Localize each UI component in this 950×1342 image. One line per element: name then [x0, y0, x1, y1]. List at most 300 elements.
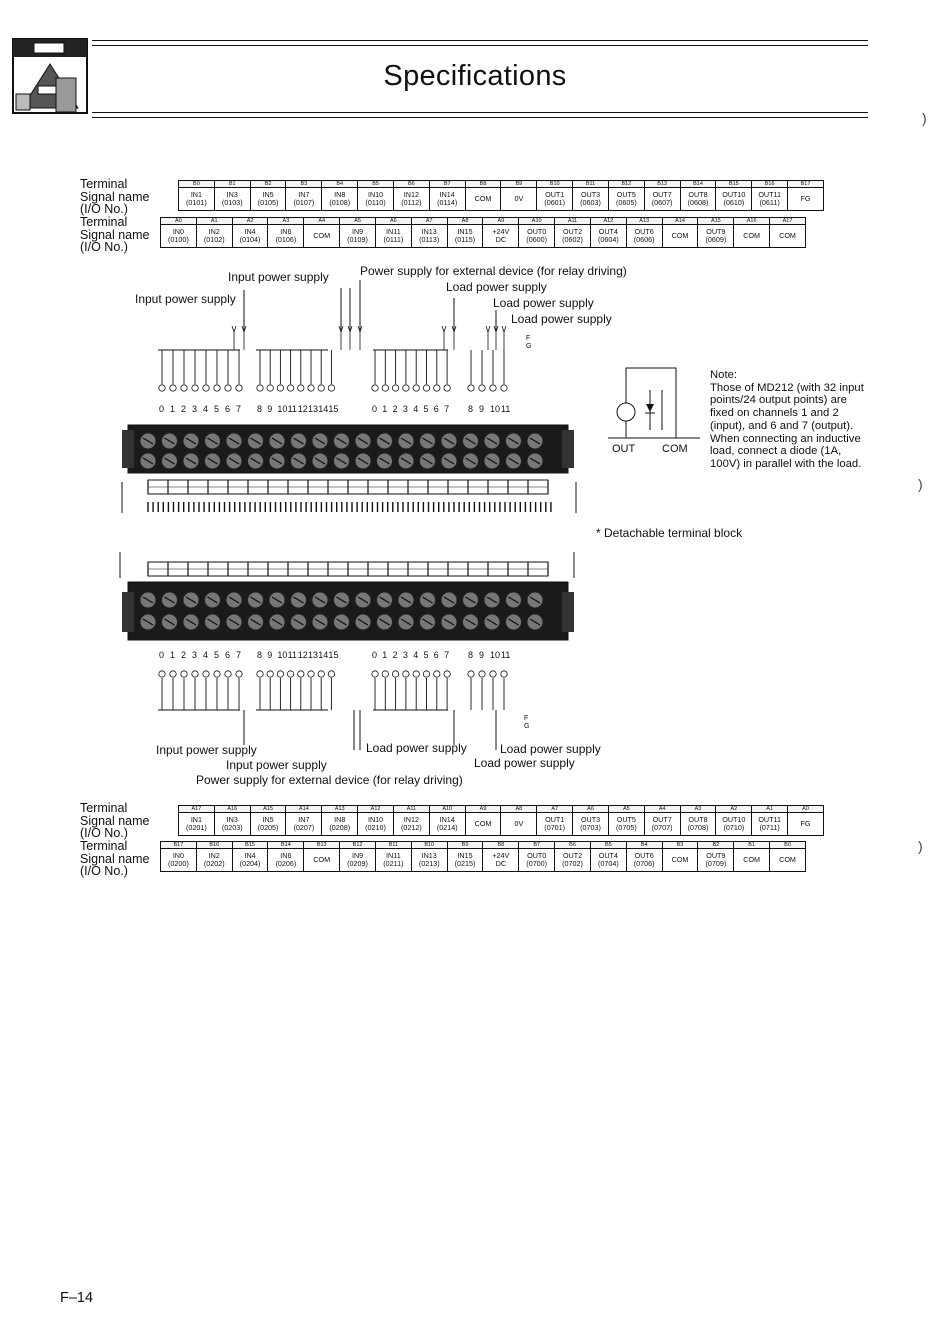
channel-number: 0 — [159, 650, 165, 660]
io-number: (0100) — [168, 235, 189, 244]
signal-cell — [268, 225, 304, 248]
wire-terminal — [318, 671, 324, 677]
signal-name: FG — [800, 819, 811, 828]
header-rule-bottom — [92, 112, 868, 113]
io-number: (0214) — [436, 823, 458, 832]
wire-terminal — [298, 671, 304, 677]
signal-name: IN3 — [226, 190, 238, 199]
wire-terminal — [170, 671, 176, 677]
io-number: (0709) — [705, 859, 727, 868]
signal-cell — [752, 188, 788, 211]
channel-number: 5 — [214, 650, 220, 660]
terminal-id: A11 — [555, 218, 591, 225]
signal-name: IN7 — [298, 190, 310, 199]
signal-name: COM — [474, 819, 492, 828]
io-number: (0604) — [597, 235, 619, 244]
terminal-id: A13 — [322, 806, 358, 813]
signal-cell — [250, 188, 286, 211]
channel-number: 11 — [287, 650, 297, 660]
terminal-id: B5 — [590, 842, 626, 849]
signal-cell — [161, 849, 197, 872]
signal-name: OUT7 — [652, 190, 672, 199]
channel-number: 3 — [192, 650, 198, 660]
terminal-id: A16 — [214, 806, 250, 813]
terminal-id: B17 — [161, 842, 197, 849]
signal-cell — [411, 849, 447, 872]
signal-cell — [196, 225, 232, 248]
io-number: (0608) — [687, 198, 709, 207]
terminal-id: A3 — [268, 218, 304, 225]
terminal-id: A5 — [340, 218, 376, 225]
io-number: (0710) — [723, 823, 745, 832]
signal-cell — [644, 188, 680, 211]
note-text: Those of MD212 (with 32 input points/24 output points) are fixed on channels 1 and 2 (input), and 6 and 7 (output). When connecting an inductive load, connect a diode (1A, 100V) in parallel with the load. — [710, 381, 864, 470]
channel-number: 4 — [203, 404, 209, 414]
signal-name: COM — [671, 855, 689, 864]
terminal-id: A11 — [393, 806, 429, 813]
page-title: Specifications — [383, 60, 567, 92]
signal-cell — [447, 849, 483, 872]
upper-label-signal: Signal name — [80, 190, 150, 204]
signal-cell — [393, 813, 429, 836]
wire-terminal — [413, 385, 419, 391]
signal-cell — [429, 188, 465, 211]
channel-number: 14 — [318, 650, 329, 660]
signal-name: OUT6 — [634, 227, 654, 236]
signal-cell — [644, 813, 680, 836]
upper-input-ps-2: Input power supply — [135, 292, 236, 306]
channel-number: 1 — [170, 650, 176, 660]
signal-name: IN12 — [403, 815, 419, 824]
channel-number: 0 — [372, 404, 378, 414]
terminal-id: A12 — [590, 218, 626, 225]
channel-number: 8 — [257, 650, 263, 660]
channel-number: 0 — [159, 404, 165, 414]
io-number: DC — [495, 235, 507, 244]
signal-name: IN9 — [351, 851, 364, 860]
signal-name: IN8 — [334, 815, 346, 824]
io-number: (0210) — [365, 823, 386, 832]
signal-cell — [375, 225, 411, 248]
signal-name: IN3 — [226, 815, 238, 824]
io-number: (0206) — [275, 859, 297, 868]
channel-number: 0 — [372, 650, 378, 660]
io-number: (0711) — [759, 823, 780, 832]
io-number: (0113) — [419, 235, 440, 244]
header-rule-bottom-2 — [92, 117, 868, 118]
diode-circuit-diagram — [600, 360, 710, 460]
signal-cell — [573, 813, 609, 836]
io-number: (0603) — [580, 198, 601, 207]
detachable-caption: * Detachable terminal block — [596, 526, 743, 540]
io-number: (0601) — [544, 198, 566, 207]
wire-terminal — [318, 385, 324, 391]
io-number: (0101) — [186, 198, 207, 207]
terminal-id: B1 — [734, 842, 770, 849]
channel-number: 15 — [328, 404, 339, 414]
signal-cell — [555, 849, 591, 872]
signal-name: IN7 — [298, 815, 310, 824]
wire-terminal — [170, 385, 176, 391]
wire-terminal — [192, 385, 198, 391]
svg-text:G: G — [524, 723, 530, 730]
io-number: (0204) — [239, 859, 261, 868]
signal-name: OUT8 — [688, 815, 708, 824]
signal-name: OUT3 — [580, 190, 601, 199]
upper-terminal-block-diagram — [118, 270, 588, 525]
channel-number: 6 — [433, 404, 439, 414]
terminal-id: A10 — [519, 218, 555, 225]
signal-name: IN6 — [280, 227, 292, 236]
wire-terminal — [267, 671, 273, 677]
channel-number: 9 — [479, 404, 485, 414]
wire-terminal — [192, 671, 198, 677]
wire-terminal — [413, 671, 419, 677]
signal-name: OUT10 — [722, 815, 746, 824]
signal-cell — [465, 188, 501, 211]
io-number: (0114) — [437, 198, 458, 207]
channel-number: 11 — [501, 404, 511, 414]
upper-label-signal-2: Signal name — [80, 228, 150, 242]
terminal-id: B7 — [519, 842, 555, 849]
lower-terminal-row-a — [178, 805, 824, 836]
signal-cell — [232, 849, 268, 872]
upper-input-ps-1: Input power supply — [228, 270, 329, 284]
signal-cell — [734, 225, 770, 248]
channel-number: 7 — [444, 404, 450, 414]
lower-input-ps-1: Input power supply — [156, 743, 257, 757]
signal-name: IN5 — [262, 815, 274, 824]
signal-cell — [340, 225, 376, 248]
signal-cell — [161, 225, 197, 248]
signal-cell — [608, 188, 644, 211]
signal-cell — [304, 225, 340, 248]
lower-load-ps-2: Load power supply — [500, 742, 601, 756]
wire-terminal — [159, 671, 165, 677]
terminal-id: B13 — [644, 181, 680, 188]
wire-terminal — [181, 385, 187, 391]
wire-terminal — [225, 671, 231, 677]
signal-cell — [537, 188, 573, 211]
terminal-id: B10 — [411, 842, 447, 849]
signal-cell — [340, 849, 376, 872]
note-heading: Note: — [710, 369, 738, 381]
wire-terminal — [308, 671, 314, 677]
signal-cell — [179, 188, 215, 211]
signal-name: OUT9 — [706, 851, 726, 860]
channel-number: 1 — [382, 404, 388, 414]
upper-label-io-2: (I/O No.) — [80, 240, 128, 254]
signal-cell — [501, 813, 537, 836]
channel-number: 9 — [479, 650, 485, 660]
lower-ext-ps: Power supply for external device (for relay driving) — [196, 773, 463, 787]
terminal-id: B6 — [555, 842, 591, 849]
channel-number: 3 — [402, 404, 408, 414]
channel-number: 1 — [170, 404, 176, 414]
wire-terminal — [382, 671, 388, 677]
channel-number: 4 — [413, 404, 419, 414]
terminal-id: B3 — [662, 842, 698, 849]
terminal-id: A6 — [573, 806, 609, 813]
signal-cell — [322, 813, 358, 836]
channel-number: 2 — [392, 404, 398, 414]
io-number: (0703) — [580, 823, 601, 832]
wire-terminal — [468, 671, 474, 677]
signal-cell — [286, 188, 322, 211]
diode-com-label: COM — [662, 443, 688, 455]
signal-cell — [501, 188, 537, 211]
io-number: (0115) — [454, 235, 476, 244]
signal-cell — [788, 188, 824, 211]
terminal-id: A7 — [537, 806, 573, 813]
io-number: (0108) — [329, 198, 351, 207]
signal-name: COM — [779, 231, 796, 240]
channel-number: 10 — [490, 404, 501, 414]
io-number: (0109) — [347, 235, 368, 244]
io-number: (0707) — [651, 823, 673, 832]
signal-cell — [322, 188, 358, 211]
terminal-id: B3 — [286, 181, 322, 188]
signal-name: OUT2 — [562, 851, 583, 860]
lower-terminal-row-b — [160, 841, 806, 872]
channel-number: 3 — [402, 650, 408, 660]
signal-cell — [716, 813, 752, 836]
terminal-id: B2 — [250, 181, 286, 188]
signal-name: OUT2 — [562, 227, 583, 236]
lower-label-signal: Signal name — [80, 814, 150, 828]
signal-name: COM — [779, 855, 796, 864]
channel-number: 7 — [236, 404, 242, 414]
signal-cell — [590, 849, 626, 872]
signal-name: IN10 — [367, 190, 384, 199]
signal-cell — [232, 225, 268, 248]
io-number: (0208) — [329, 823, 351, 832]
wire-terminal — [328, 385, 334, 391]
lower-label-terminal-2: Terminal — [80, 839, 128, 853]
signal-name: IN13 — [421, 851, 437, 860]
terminal-id: A9 — [483, 218, 519, 225]
io-number: (0702) — [562, 859, 583, 868]
signal-cell — [304, 849, 340, 872]
wire-terminal — [403, 671, 409, 677]
signal-name: OUT11 — [758, 815, 781, 824]
signal-name: OUT1 — [545, 815, 565, 824]
wire-terminal — [236, 385, 242, 391]
signal-name: IN1 — [190, 190, 202, 199]
io-number: (0600) — [526, 235, 548, 244]
upper-label-terminal-2: Terminal — [80, 215, 128, 229]
note-block — [710, 369, 870, 471]
signal-name: IN10 — [367, 815, 384, 824]
io-number: (0602) — [562, 235, 583, 244]
terminal-id: B11 — [375, 842, 411, 849]
channel-number: 6 — [433, 650, 439, 660]
wire-terminal — [501, 671, 507, 677]
signal-name: OUT8 — [688, 190, 708, 199]
wire-terminal — [214, 385, 220, 391]
wire-terminal — [257, 385, 263, 391]
terminal-id: A15 — [250, 806, 286, 813]
signal-cell — [788, 813, 824, 836]
signal-cell — [179, 813, 215, 836]
signal-name: OUT7 — [652, 815, 672, 824]
channel-number: 2 — [181, 404, 187, 414]
signal-cell — [626, 225, 662, 248]
margin-mark-1: ) — [918, 476, 923, 492]
svg-text:G: G — [526, 343, 532, 350]
terminal-id: A0 — [788, 806, 824, 813]
wire-terminal — [392, 385, 398, 391]
signal-name: IN9 — [351, 227, 364, 236]
lower-label-io: (I/O No.) — [80, 826, 128, 840]
wire-terminal — [501, 385, 507, 391]
wire-terminal — [203, 671, 209, 677]
terminal-id: B9 — [501, 181, 537, 188]
lower-label-io-2: (I/O No.) — [80, 864, 128, 878]
io-number: (0205) — [257, 823, 279, 832]
channel-number: 8 — [257, 404, 263, 414]
margin-mark-3: ) — [922, 110, 927, 126]
io-number: (0107) — [293, 198, 315, 207]
wire-terminal — [236, 671, 242, 677]
signal-name: IN1 — [190, 815, 202, 824]
signal-cell — [286, 813, 322, 836]
wire-terminal — [372, 671, 378, 677]
upper-load-ps-2: Load power supply — [493, 296, 594, 310]
wire-terminal — [308, 385, 314, 391]
channel-number: 6 — [225, 650, 231, 660]
signal-name: +24V — [492, 851, 510, 860]
signal-name: IN2 — [208, 227, 220, 236]
terminal-id: B11 — [573, 181, 609, 188]
io-number: DC — [495, 859, 507, 868]
signal-name: OUT4 — [598, 227, 618, 236]
signal-name: OUT10 — [722, 190, 746, 199]
terminal-id: B2 — [698, 842, 734, 849]
signal-name: IN15 — [457, 851, 473, 860]
signal-name: IN11 — [386, 851, 401, 860]
terminal-id: A17 — [179, 806, 215, 813]
terminal-id: A10 — [429, 806, 465, 813]
diode-out-label: OUT — [612, 443, 636, 455]
signal-name: OUT4 — [598, 851, 618, 860]
terminal-id: A15 — [698, 218, 734, 225]
terminal-id: B6 — [393, 181, 429, 188]
io-number: (0102) — [203, 235, 225, 244]
io-number: (0706) — [633, 859, 655, 868]
terminal-id: A1 — [752, 806, 788, 813]
signal-name: OUT0 — [527, 851, 547, 860]
wire-terminal — [490, 671, 496, 677]
lower-label-signal-2: Signal name — [80, 852, 150, 866]
terminal-id: A16 — [734, 218, 770, 225]
wire-terminal — [277, 671, 283, 677]
header-rule-top-2 — [92, 45, 868, 46]
io-number: (0202) — [203, 859, 225, 868]
channel-number: 11 — [287, 404, 297, 414]
signal-name: FG — [800, 194, 811, 203]
io-number: (0201) — [186, 823, 207, 832]
io-number: (0609) — [705, 235, 727, 244]
signal-cell — [411, 225, 447, 248]
io-number: (0700) — [526, 859, 548, 868]
wire-terminal — [468, 385, 474, 391]
terminal-id: A1 — [196, 218, 232, 225]
terminal-id: B4 — [322, 181, 358, 188]
signal-cell — [573, 188, 609, 211]
lower-load-ps-3: Load power supply — [474, 756, 575, 770]
wire-terminal — [382, 385, 388, 391]
signal-cell — [698, 849, 734, 872]
terminal-id: B15 — [716, 181, 752, 188]
io-number: (0212) — [400, 823, 422, 832]
wire-terminal — [298, 385, 304, 391]
channel-number: 2 — [392, 650, 398, 660]
terminal-id: A8 — [447, 218, 483, 225]
signal-cell — [770, 225, 806, 248]
signal-name: COM — [474, 194, 492, 203]
wire-terminal — [203, 385, 209, 391]
signal-cell — [716, 188, 752, 211]
wire-terminal — [444, 385, 450, 391]
io-number: (0605) — [615, 198, 637, 207]
terminal-id: A13 — [626, 218, 662, 225]
signal-name: OUT9 — [706, 227, 726, 236]
channel-number: 12 — [297, 404, 308, 414]
signal-name: OUT3 — [580, 815, 601, 824]
signal-name: IN14 — [439, 815, 455, 824]
channel-number: 8 — [468, 404, 474, 414]
terminal-id: A2 — [716, 806, 752, 813]
signal-cell — [680, 813, 716, 836]
signal-name: OUT5 — [616, 815, 636, 824]
channel-number: 9 — [267, 404, 273, 414]
wire-terminal — [423, 671, 429, 677]
terminal-id: B17 — [788, 181, 824, 188]
wire-terminal — [479, 385, 485, 391]
channel-number: 8 — [468, 650, 474, 660]
terminal-id: A12 — [358, 806, 394, 813]
upper-label-io: (I/O No.) — [80, 202, 128, 216]
io-number: (0203) — [221, 823, 243, 832]
signal-name: OUT11 — [758, 190, 781, 199]
wire-terminal — [444, 671, 450, 677]
signal-name: COM — [313, 231, 331, 240]
signal-cell — [358, 813, 394, 836]
terminal-id: B1 — [214, 181, 250, 188]
io-number: (0209) — [347, 859, 368, 868]
terminal-id: B0 — [770, 842, 806, 849]
signal-cell — [608, 813, 644, 836]
channel-number: 6 — [225, 404, 231, 414]
channel-number: 5 — [214, 404, 220, 414]
io-number: (0611) — [759, 198, 780, 207]
signal-cell — [250, 813, 286, 836]
channel-number: 2 — [181, 650, 187, 660]
upper-load-ps-1: Load power supply — [446, 280, 547, 294]
signal-cell — [734, 849, 770, 872]
upper-load-ps-3: Load power supply — [511, 312, 612, 326]
wire-terminal — [287, 671, 293, 677]
io-number: (0103) — [221, 198, 243, 207]
signal-cell — [752, 813, 788, 836]
io-number: (0606) — [633, 235, 655, 244]
terminal-id: B0 — [179, 181, 215, 188]
channel-number: 3 — [192, 404, 198, 414]
signal-name: OUT0 — [527, 227, 547, 236]
signal-cell — [519, 849, 555, 872]
io-number: (0704) — [597, 859, 619, 868]
